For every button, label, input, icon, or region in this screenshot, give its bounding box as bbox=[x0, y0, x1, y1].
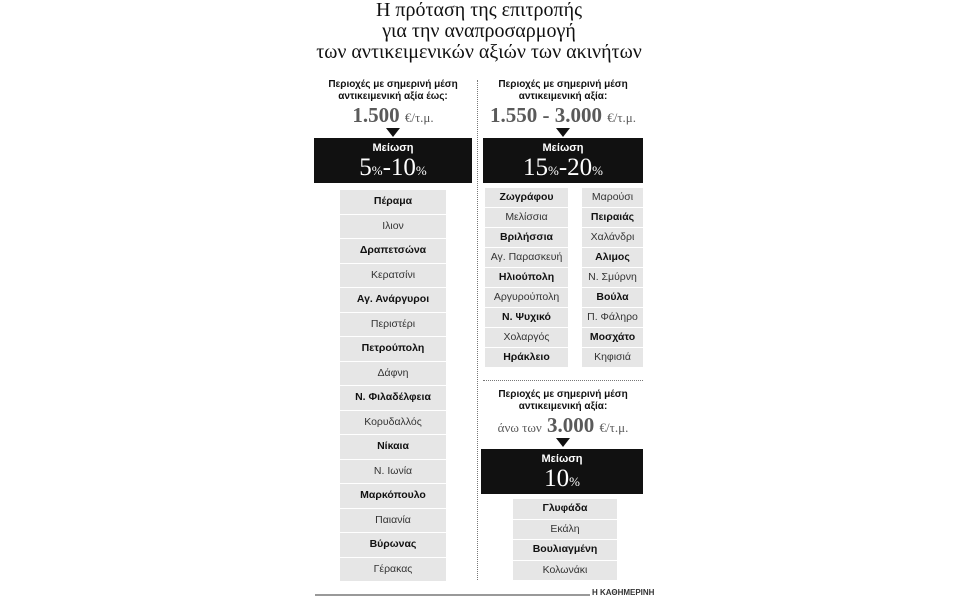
area-item: Δραπετσώνα bbox=[340, 239, 446, 264]
area-item: Χαλάνδρι bbox=[582, 228, 643, 248]
area-item: Δάφνη bbox=[340, 362, 446, 387]
area-item: Ζωγράφου bbox=[485, 188, 568, 208]
left-header-line: Περιοχές με σημερινή μέση bbox=[328, 79, 458, 90]
right-areas-list bbox=[513, 499, 617, 581]
right-header-line: Περιοχές με σημερινή μέση bbox=[498, 389, 628, 400]
area-item: Νίκαια bbox=[340, 435, 446, 460]
left-header bbox=[314, 79, 472, 103]
area-item: Βουλιαγμένη bbox=[513, 540, 617, 561]
reduction-pct: % bbox=[371, 163, 383, 178]
area-item: Μαρκόπουλο bbox=[340, 484, 446, 509]
left-header-line: αντικειμενική αξία έως: bbox=[338, 91, 448, 102]
left-price-value: 1.500 bbox=[352, 103, 400, 127]
reduction-pct: % bbox=[547, 163, 559, 178]
reduction-num: 15 bbox=[522, 154, 548, 181]
area-item: Πέραμα bbox=[340, 190, 446, 215]
reduction-pct: % bbox=[569, 474, 580, 489]
area-item: Ηλιούπολη bbox=[485, 268, 568, 288]
area-item: Ν. Σμύρνη bbox=[582, 268, 643, 288]
reduction-num: 5 bbox=[359, 154, 372, 181]
middle-areas-list-2 bbox=[582, 188, 643, 368]
right-header-line: αντικειμενική αξία: bbox=[518, 401, 608, 412]
area-item: Μοσχάτο bbox=[582, 328, 643, 348]
area-item: Π. Φάληρο bbox=[582, 308, 643, 328]
right-price-prefix: άνω των bbox=[497, 420, 542, 435]
middle-areas-list-1 bbox=[485, 188, 568, 368]
title-line: για την αναπροσαρμογή bbox=[382, 20, 576, 42]
left-areas-list bbox=[340, 190, 446, 582]
area-item: Πειραιάς bbox=[582, 208, 643, 228]
infographic-title bbox=[0, 0, 958, 63]
area-item: Ν. Φιλαδέλφεια bbox=[340, 386, 446, 411]
reduction-pct: % bbox=[592, 163, 603, 178]
middle-reduction-value bbox=[483, 154, 643, 185]
middle-price bbox=[483, 103, 643, 128]
area-item: Ηράκλειο bbox=[485, 348, 568, 368]
area-item: Περιστέρι bbox=[340, 313, 446, 338]
middle-header-line: αντικειμενική αξία: bbox=[518, 91, 608, 102]
left-reduction-label: Μείωση bbox=[372, 142, 414, 154]
area-item: Ν. Ψυχικό bbox=[485, 308, 568, 328]
middle-reduction-box bbox=[483, 138, 643, 183]
section-divider bbox=[483, 380, 643, 381]
footer-rule bbox=[315, 594, 590, 596]
left-down-arrow-icon bbox=[386, 128, 400, 137]
right-price bbox=[483, 413, 643, 438]
right-reduction-label: Μείωση bbox=[541, 453, 583, 465]
middle-header bbox=[483, 79, 643, 103]
middle-header-line: Περιοχές με σημερινή μέση bbox=[498, 79, 628, 90]
area-item: Γλυφάδα bbox=[513, 499, 617, 520]
brand-label: Η ΚΑΘΗΜΕΡΙΝΗ bbox=[592, 588, 655, 597]
right-down-arrow-icon bbox=[556, 438, 570, 447]
left-reduction-box bbox=[314, 138, 472, 183]
area-item: Χολαργός bbox=[485, 328, 568, 348]
area-item: Εκάλη bbox=[513, 520, 617, 541]
right-price-unit: €/τ.μ. bbox=[599, 420, 629, 435]
right-reduction-box bbox=[481, 449, 643, 494]
area-item: Αγ. Ανάργυροι bbox=[340, 288, 446, 313]
left-reduction-value bbox=[314, 154, 472, 185]
area-item: Βύρωνας bbox=[340, 533, 446, 558]
area-item: Αργυρούπολη bbox=[485, 288, 568, 308]
reduction-num: -10 bbox=[382, 154, 416, 181]
area-item: Πετρούπολη bbox=[340, 337, 446, 362]
middle-down-arrow-icon bbox=[556, 128, 570, 137]
right-price-value: 3.000 bbox=[547, 413, 595, 437]
reduction-num: -20 bbox=[558, 154, 593, 181]
right-header bbox=[483, 389, 643, 413]
area-item: Αλιμος bbox=[582, 248, 643, 268]
column-divider bbox=[477, 80, 478, 580]
area-item: Βριλήσσια bbox=[485, 228, 568, 248]
middle-price-unit: €/τ.μ. bbox=[607, 110, 637, 125]
title-line: Η πρόταση της επιτροπής bbox=[375, 0, 583, 21]
area-item: Μαρούσι bbox=[582, 188, 643, 208]
title-line: των αντικειμενικών αξιών των ακινήτων bbox=[316, 41, 642, 63]
area-item: Αγ. Παρασκευή bbox=[485, 248, 568, 268]
middle-price-value: 1.550 - 3.000 bbox=[489, 103, 602, 127]
middle-reduction-label: Μείωση bbox=[542, 142, 584, 154]
left-price bbox=[314, 103, 472, 128]
reduction-num: 10 bbox=[544, 465, 570, 492]
area-item: Ν. Ιωνία bbox=[340, 460, 446, 485]
left-price-unit: €/τ.μ. bbox=[404, 110, 434, 125]
area-item: Ιλιον bbox=[340, 215, 446, 240]
area-item: Κερατσίνι bbox=[340, 264, 446, 289]
area-item: Κηφισιά bbox=[582, 348, 643, 368]
area-item: Κολωνάκι bbox=[513, 561, 617, 582]
right-reduction-value bbox=[481, 465, 643, 496]
area-item: Γέρακας bbox=[340, 558, 446, 583]
area-item: Παιανία bbox=[340, 509, 446, 534]
reduction-pct: % bbox=[415, 163, 427, 178]
area-item: Βούλα bbox=[582, 288, 643, 308]
area-item: Μελίσσια bbox=[485, 208, 568, 228]
area-item: Κορυδαλλός bbox=[340, 411, 446, 436]
